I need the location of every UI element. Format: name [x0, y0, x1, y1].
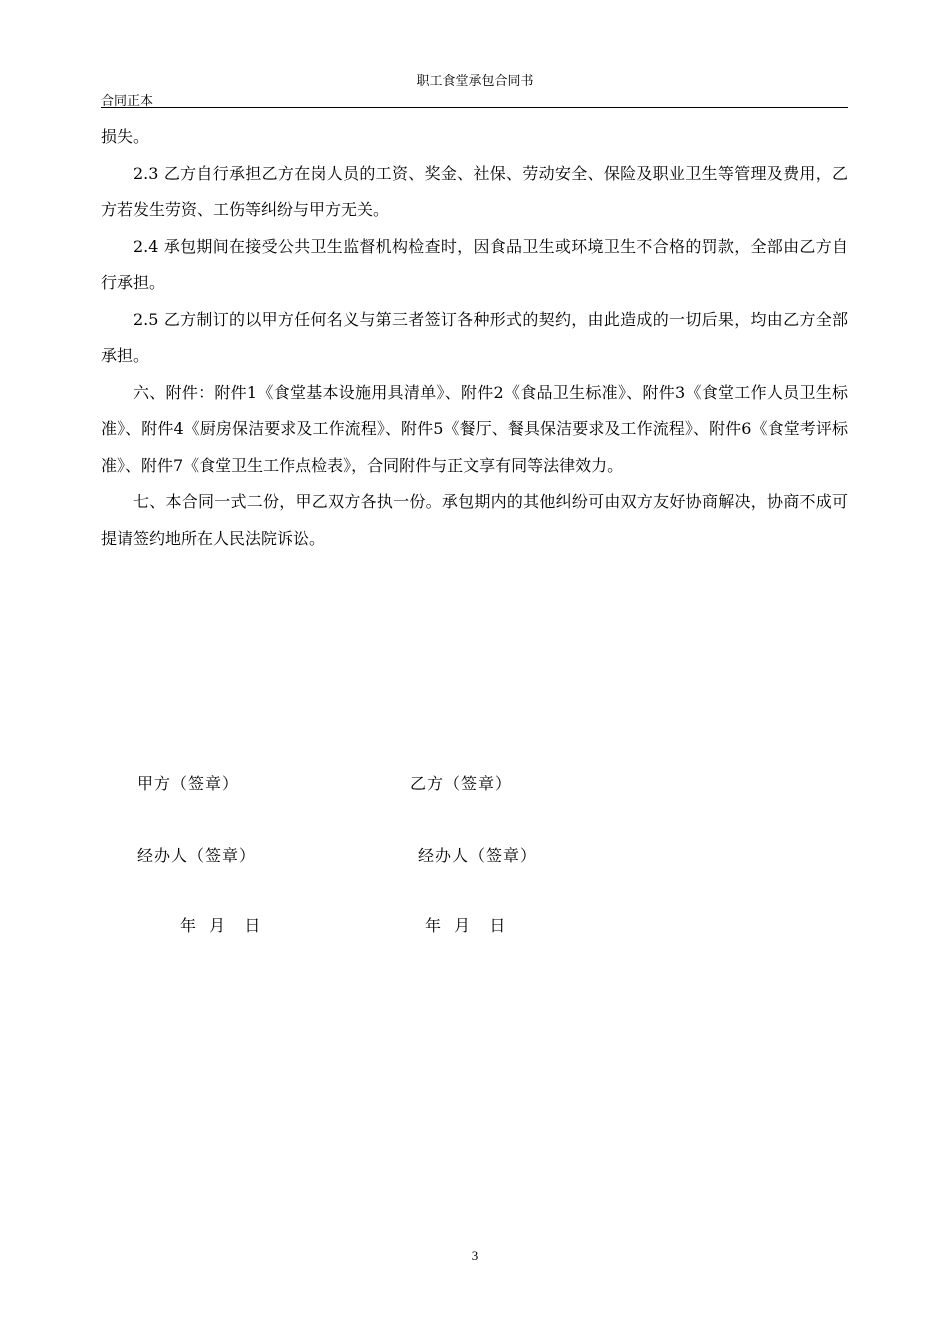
party-a-signature: 甲方（签章）: [137, 774, 240, 793]
party-b-signature: 乙方（签章）: [410, 774, 513, 793]
paragraph-2-5: 2.5 乙方制订的以甲方任何名义与第三者签订各种形式的契约，由此造成的一切后果，均由乙方全部承担。: [101, 309, 848, 365]
header-title: 职工食堂承包合同书: [416, 73, 534, 88]
paragraph-attachments: 六、附件：附件1《食堂基本设施用具清单》、附件2《食品卫生标准》、附件3《食堂工作人员卫生标准》、附件4《厨房保洁要求及工作流程》、附件5《餐厅、餐具保洁要求及工作流程》、附件6《食堂考评标准》、附件7《食堂卫生工作点检表》，合同附件与正文享有同等法律效力。: [101, 382, 848, 475]
paragraph-continuation: 损失。: [101, 127, 150, 146]
date-b: 年 月 日: [425, 916, 507, 935]
paragraph-2-4: 2.4 承包期间在接受公共卫生监督机构检查时，因食品卫生或环境卫生不合格的罚款，全部由乙方自行承担。: [101, 236, 848, 292]
date-a: 年 月 日: [180, 916, 262, 935]
agent-a-signature: 经办人（签章）: [137, 846, 257, 865]
header-rule: [101, 107, 848, 108]
agent-b-signature: 经办人（签章）: [418, 846, 538, 865]
header-left-label: 合同正本: [101, 93, 154, 108]
page-number: 3: [471, 1248, 479, 1263]
paragraph-copies: 七、本合同一式二份，甲乙双方各执一份。承包期内的其他纠纷可由双方友好协商解决，协商不成可提请签约地所在人民法院诉讼。: [101, 492, 848, 548]
body-text: [101, 119, 848, 557]
paragraph-2-3: 2.3 乙方自行承担乙方在岗人员的工资、奖金、社保、劳动安全、保险及职业卫生等管理及费用，乙方若发生劳资、工伤等纠纷与甲方无关。: [101, 163, 848, 219]
